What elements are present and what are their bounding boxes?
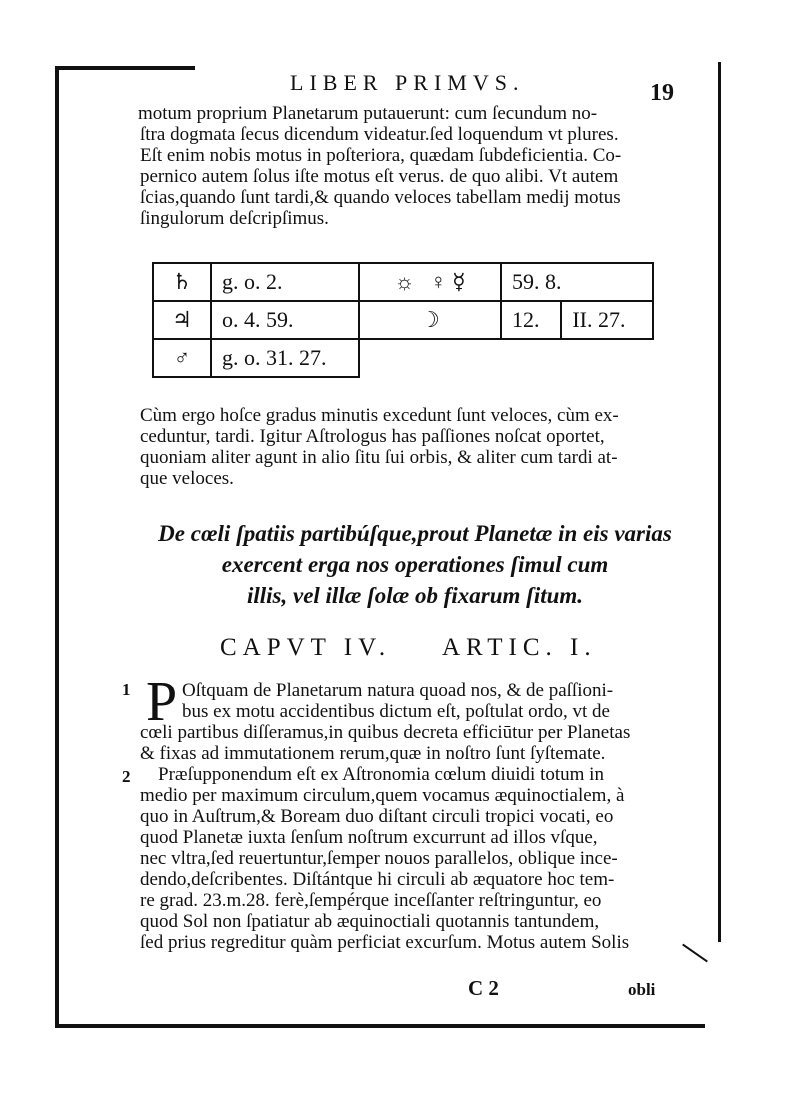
text-line: ſcias,quando ſunt tardi,& quando veloces tabellam medij motus xyxy=(140,187,621,208)
table-cell: g. o. 31. 27. xyxy=(211,339,359,377)
mars-symbol-icon: ♂ xyxy=(153,339,211,377)
page-border-right xyxy=(718,62,721,942)
text-line: nec vltra,ſed reuertuntur,ſemper nouos parallelos, oblique ince- xyxy=(140,848,618,869)
text-line: quo in Auſtrum,& Boream duo diſtant circuli tropici vocati, eo xyxy=(140,806,614,827)
signature-mark: C 2 xyxy=(468,976,499,1000)
text-line: ſtra dogmata ſecus dicendum videatur.ſed loquendum vt plures. xyxy=(140,124,619,145)
after-table-paragraph xyxy=(140,405,680,489)
text-line: cœli partibus diſſeramus,in quibus decreta efficiūtur per Planetas xyxy=(140,722,631,743)
table-cell: 59. 8. xyxy=(501,263,653,301)
text-line: dendo,deſcribentes. Diſtántque hi circuli ab æquatore hoc tem- xyxy=(140,869,615,890)
sun-symbol-icon: ☼ xyxy=(394,269,415,294)
text-line: ſingulorum deſcripſimus. xyxy=(140,208,329,229)
text-line: quod Planetæ iuxta ſenſum noſtrum excurrunt ad illos vſque, xyxy=(140,827,598,848)
text-line: quod Sol non ſpatiatur ab æquinoctiali quotannis tantundem, xyxy=(140,911,600,932)
text-line: re grad. 23.m.28. ferè,ſempérque inceſſanter reſtringuntur, eo xyxy=(140,890,602,911)
table-row xyxy=(153,263,653,301)
catchword: obli xyxy=(628,980,656,999)
page-number: 19 xyxy=(650,80,674,106)
chapter-heading: CAPVT IV. xyxy=(220,634,392,661)
table-row xyxy=(153,301,653,339)
table-cell: 12. xyxy=(501,301,561,339)
intro-paragraph xyxy=(140,103,680,229)
section-title-line: De cœli ſpatiis partibúſque,prout Planetæ in eis varias xyxy=(158,521,672,546)
section-title xyxy=(135,518,695,611)
table-cell: o. 4. 59. xyxy=(211,301,359,339)
section-title-line: exercent erga nos operationes ſimul cum xyxy=(221,552,609,577)
motion-table xyxy=(152,262,654,378)
text-line: ſed prius regreditur quàm perficiat excurſum. Motus autem Solis xyxy=(140,932,630,953)
table-row xyxy=(153,339,653,377)
table-cell: II. 27. xyxy=(561,301,653,339)
text-line: Oſtquam de Planetarum natura quoad nos, & de paſſioni- xyxy=(182,680,614,701)
page-border-bottom xyxy=(55,1024,705,1028)
running-title: LIBER PRIMVS. xyxy=(290,70,525,95)
text-line: & fixas ad immutationem rerum,quæ in noſtro ſunt ſyſtemate. xyxy=(140,743,606,764)
text-line: quoniam aliter agunt in alio ſitu ſui orbis, & aliter cum tardi at- xyxy=(140,447,618,468)
page-border-left xyxy=(55,66,59,1028)
scan-mark xyxy=(682,944,708,963)
drop-cap: P xyxy=(146,671,178,733)
moon-symbol-icon: ☽ xyxy=(359,301,501,339)
margin-number: 1 xyxy=(122,680,131,699)
text-line: bus ex motu accidentibus dictum eſt, poſtulat ordo, vt de xyxy=(182,701,610,722)
table-cell: g. o. 2. xyxy=(211,263,359,301)
text-line: ceduntur, tardi. Igitur Aſtrologus has paſſiones noſcat oportet, xyxy=(140,426,605,447)
text-line: Præſupponendum eſt ex Aſtronomia cœlum diuidi totum in xyxy=(158,764,604,785)
section-title-line: illis, vel illæ ſolæ ob fixarum ſitum. xyxy=(246,583,584,608)
venus-mercury-symbol-icon: ♀ ☿ xyxy=(430,269,466,294)
article-heading: ARTIC. I. xyxy=(442,634,597,661)
table-cell xyxy=(359,263,501,301)
margin-number: 2 xyxy=(122,767,131,786)
text-line: pernico autem ſolus iſte motus eſt verus. de quo alibi. Vt autem xyxy=(140,166,619,187)
text-line: Eſt enim nobis motus in poſteriora, quædam ſubdeficientia. Co- xyxy=(140,145,622,166)
page-border-top xyxy=(55,66,195,70)
text-line: que veloces. xyxy=(140,468,234,489)
body-paragraph xyxy=(140,680,680,953)
text-line: Cùm ergo hoſce gradus minutis excedunt ſunt veloces, cùm ex- xyxy=(140,405,619,426)
saturn-symbol-icon: ♄ xyxy=(153,263,211,301)
text-line: motum proprium Planetarum putauerunt: cum ſecundum no- xyxy=(138,103,598,124)
jupiter-symbol-icon: ♃ xyxy=(153,301,211,339)
text-line: medio per maximum circulum,quem vocamus æquinoctialem, à xyxy=(140,785,625,806)
